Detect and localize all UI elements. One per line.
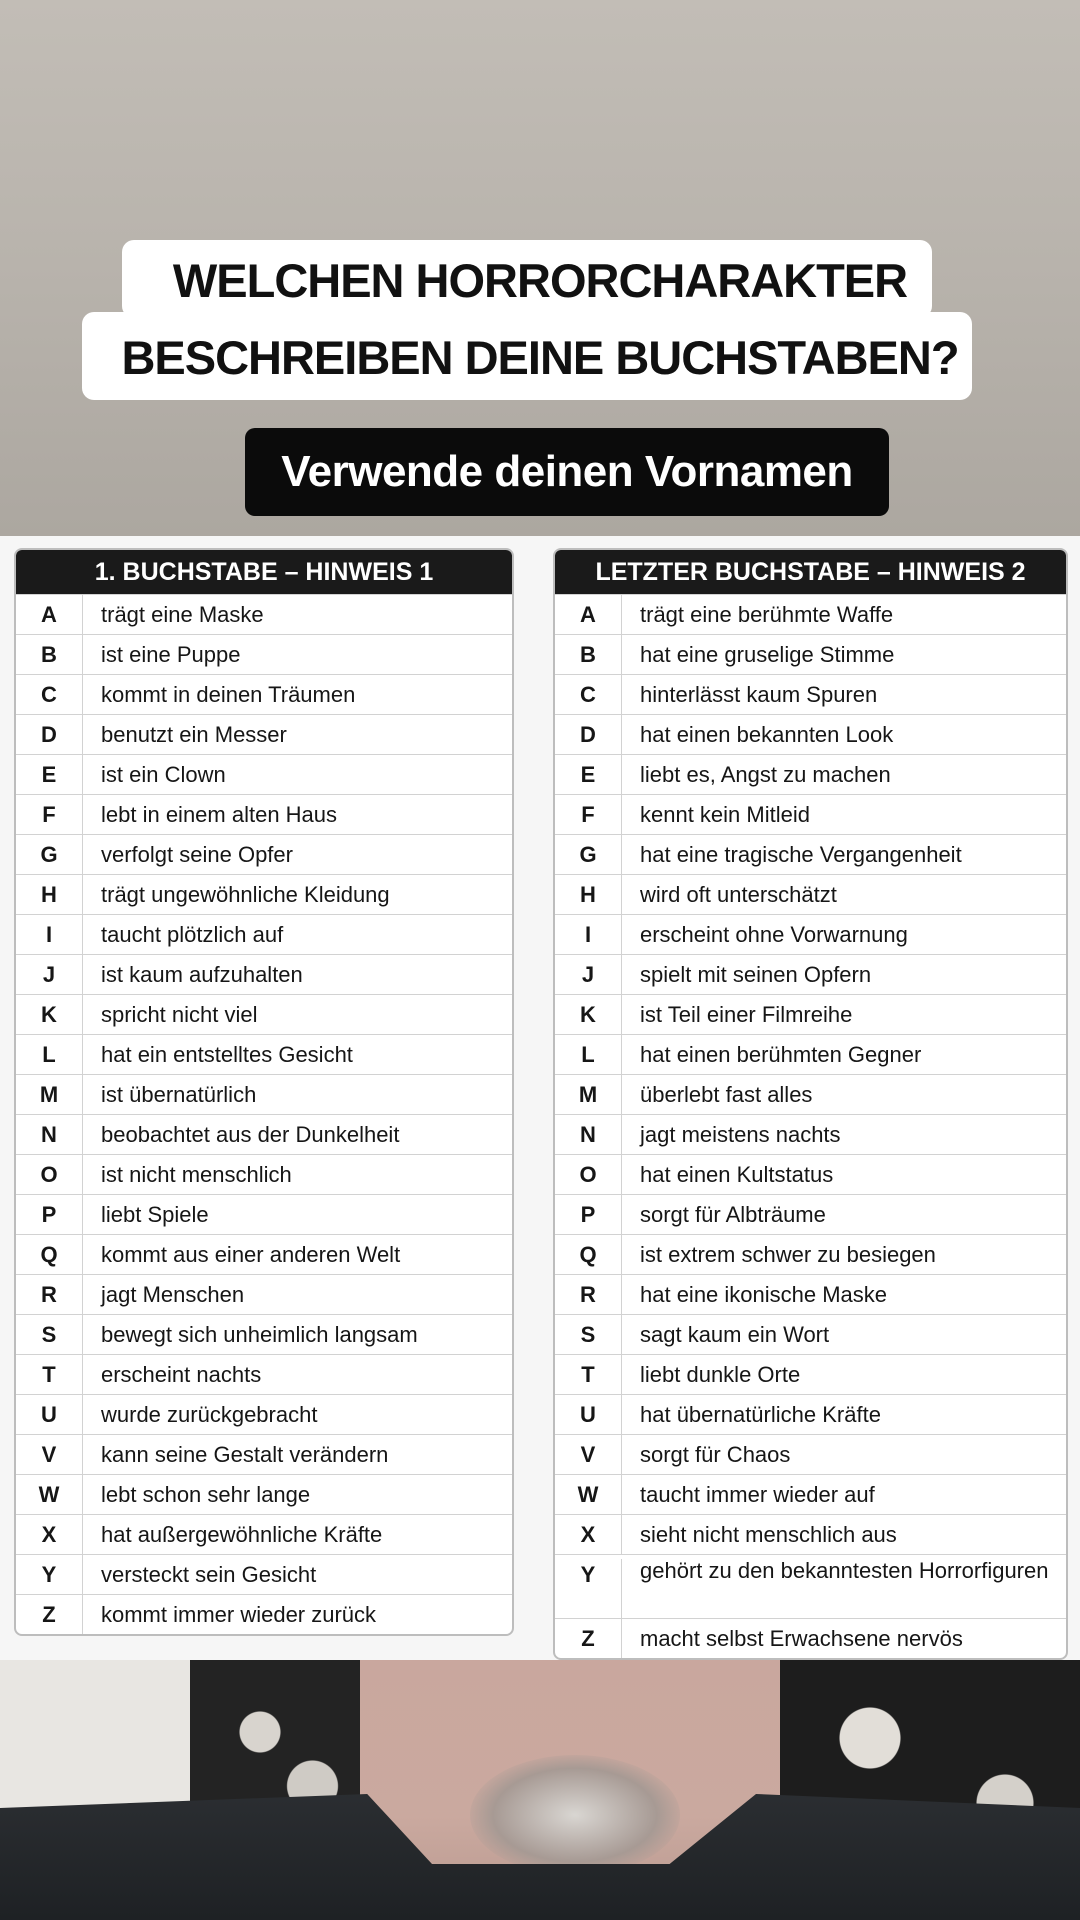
row-letter: Z [555, 1619, 622, 1658]
table-row [555, 874, 1066, 914]
table-row [555, 1234, 1066, 1274]
row-letter: Q [16, 1235, 83, 1274]
row-letter: K [16, 995, 83, 1034]
table-row [555, 674, 1066, 714]
row-hint: versteckt sein Gesicht [101, 1561, 317, 1587]
row-hint: überlebt fast alles [640, 1081, 813, 1107]
row-hint: jagt meistens nachts [640, 1121, 841, 1147]
table-row [16, 1474, 512, 1514]
table-row [16, 1274, 512, 1314]
table-row [555, 1314, 1066, 1354]
table-row [16, 674, 512, 714]
row-letter: P [555, 1195, 622, 1234]
table-row [555, 634, 1066, 674]
subtitle-text: Verwende deinen Vornamen [281, 447, 853, 496]
row-letter: J [555, 955, 622, 994]
row-hint: ist nicht menschlich [101, 1161, 292, 1187]
table-row [16, 1234, 512, 1274]
table-row [555, 994, 1066, 1034]
row-hint: kommt aus einer anderen Welt [101, 1241, 401, 1267]
row-letter: G [16, 835, 83, 874]
row-letter: V [555, 1435, 622, 1474]
row-hint: sieht nicht menschlich aus [640, 1521, 897, 1547]
first-letter-table [14, 548, 514, 1636]
table-row [16, 914, 512, 954]
row-letter: B [16, 635, 83, 674]
row-hint: ist Teil einer Filmreihe [640, 1001, 853, 1027]
table-row [16, 1154, 512, 1194]
table-row [555, 1114, 1066, 1154]
row-letter: C [16, 675, 83, 714]
row-letter: C [555, 675, 622, 714]
row-letter: I [16, 915, 83, 954]
row-letter: W [555, 1475, 622, 1514]
row-letter: A [555, 595, 622, 634]
row-letter: U [555, 1395, 622, 1434]
row-letter: O [555, 1155, 622, 1194]
table-row [16, 634, 512, 674]
row-hint: liebt Spiele [101, 1201, 209, 1227]
row-letter: L [555, 1035, 622, 1074]
row-hint: hat übernatürliche Kräfte [640, 1401, 881, 1427]
row-letter: E [555, 755, 622, 794]
row-hint: wurde zurückgebracht [101, 1401, 318, 1427]
row-letter: O [16, 1155, 83, 1194]
table-row [555, 1618, 1066, 1658]
row-hint: erscheint ohne Vorwarnung [640, 921, 908, 947]
table-row [16, 1194, 512, 1234]
table-row [16, 714, 512, 754]
row-letter: R [555, 1275, 622, 1314]
row-hint: hat außergewöhnliche Kräfte [101, 1521, 383, 1547]
row-hint: spricht nicht viel [101, 1001, 258, 1027]
row-hint: lebt schon sehr lange [101, 1481, 311, 1507]
last-letter-table-header: LETZTER BUCHSTABE – HINWEIS 2 [555, 550, 1066, 594]
row-letter: S [16, 1315, 83, 1354]
row-letter: B [555, 635, 622, 674]
row-hint: spielt mit seinen Opfern [640, 961, 872, 987]
row-hint: hat einen berühmten Gegner [640, 1041, 922, 1067]
table-row [555, 954, 1066, 994]
first-letter-table-header: 1. BUCHSTABE – HINWEIS 1 [16, 550, 512, 594]
table-row [555, 754, 1066, 794]
table-row [555, 1154, 1066, 1194]
row-hint: ist eine Puppe [101, 641, 241, 667]
table-row [16, 1114, 512, 1154]
row-hint: sagt kaum ein Wort [640, 1321, 830, 1347]
caption-line2: BESCHREIBEN DEINE BUCHSTABEN? [121, 331, 959, 384]
row-hint: liebt dunkle Orte [640, 1361, 801, 1387]
row-letter: F [16, 795, 83, 834]
video-feed [0, 1660, 1080, 1920]
row-letter: P [16, 1195, 83, 1234]
table-row [555, 1474, 1066, 1514]
row-letter: T [16, 1355, 83, 1394]
first-letter-table-rows [16, 594, 512, 1634]
row-hint: ist kaum aufzuhalten [101, 961, 303, 987]
row-hint: hinterlässt kaum Spuren [640, 681, 878, 707]
row-hint: lebt in einem alten Haus [101, 801, 338, 827]
row-letter: H [555, 875, 622, 914]
table-row [16, 1034, 512, 1074]
table-row [16, 1354, 512, 1394]
caption-line1: WELCHEN HORRORCHARAKTER [172, 254, 908, 307]
row-hint: sorgt für Chaos [640, 1441, 791, 1467]
table-row [16, 1434, 512, 1474]
table-row [555, 794, 1066, 834]
row-hint: ist extrem schwer zu besiegen [640, 1241, 936, 1267]
row-hint: benutzt ein Messer [101, 721, 287, 747]
row-letter: N [555, 1115, 622, 1154]
table-row [16, 1594, 512, 1634]
row-letter: Y [555, 1559, 622, 1621]
table-row [16, 794, 512, 834]
table-row [16, 874, 512, 914]
row-hint: hat einen Kultstatus [640, 1161, 834, 1187]
last-letter-table [553, 548, 1068, 1660]
row-letter: N [16, 1115, 83, 1154]
row-hint: ist übernatürlich [101, 1081, 257, 1107]
row-hint: kennt kein Mitleid [640, 801, 810, 827]
last-letter-table-rows [555, 594, 1066, 1658]
row-letter: G [555, 835, 622, 874]
row-hint: kommt immer wieder zurück [101, 1601, 377, 1627]
table-row [555, 1034, 1066, 1074]
row-hint: wird oft unterschätzt [640, 881, 837, 907]
table-row [16, 594, 512, 634]
row-letter: D [16, 715, 83, 754]
table-row [16, 1074, 512, 1114]
row-hint: taucht plötzlich auf [101, 921, 284, 947]
table-row [16, 1514, 512, 1554]
table-row [16, 994, 512, 1034]
row-letter: X [16, 1515, 83, 1554]
row-letter: J [16, 955, 83, 994]
row-letter: F [555, 795, 622, 834]
row-hint: hat eine gruselige Stimme [640, 641, 895, 667]
row-hint: verfolgt seine Opfer [101, 841, 293, 867]
table-row [16, 1554, 512, 1594]
table-row [555, 1514, 1066, 1554]
row-hint: sorgt für Albträume [640, 1201, 826, 1227]
row-hint: erscheint nachts [101, 1361, 262, 1387]
row-letter: A [16, 595, 83, 634]
row-letter: X [555, 1515, 622, 1554]
row-hint: kann seine Gestalt verändern [101, 1441, 389, 1467]
row-letter: Q [555, 1235, 622, 1274]
table-row [555, 1354, 1066, 1394]
table-row [555, 1394, 1066, 1434]
row-letter: W [16, 1475, 83, 1514]
row-hint: gehört zu den bekanntesten Horrorfiguren [640, 1558, 1049, 1583]
row-hint: trägt eine Maske [101, 601, 264, 627]
table-row [555, 714, 1066, 754]
beard [470, 1755, 680, 1875]
row-hint: kommt in deinen Träumen [101, 681, 356, 707]
table-row [16, 1314, 512, 1354]
table-row [555, 914, 1066, 954]
row-hint: bewegt sich unheimlich langsam [101, 1321, 418, 1347]
row-letter: I [555, 915, 622, 954]
row-letter: R [16, 1275, 83, 1314]
table-row [555, 1434, 1066, 1474]
table-row [16, 954, 512, 994]
row-hint: hat eine ikonische Maske [640, 1281, 888, 1307]
row-hint: beobachtet aus der Dunkelheit [101, 1121, 400, 1147]
table-row [555, 1274, 1066, 1314]
row-hint: macht selbst Erwachsene nervös [640, 1625, 963, 1651]
table-row [555, 834, 1066, 874]
subtitle-box [245, 428, 889, 516]
table-row [16, 834, 512, 874]
row-letter: V [16, 1435, 83, 1474]
row-hint: jagt Menschen [101, 1281, 245, 1307]
row-hint: trägt ungewöhnliche Kleidung [101, 881, 390, 907]
row-letter: U [16, 1395, 83, 1434]
row-hint: hat einen bekannten Look [640, 721, 894, 747]
row-letter: S [555, 1315, 622, 1354]
row-letter: E [16, 755, 83, 794]
row-letter: K [555, 995, 622, 1034]
row-hint: liebt es, Angst zu machen [640, 761, 891, 787]
table-row [16, 1394, 512, 1434]
table-row [555, 1554, 1066, 1618]
row-hint: taucht immer wieder auf [640, 1481, 875, 1507]
row-letter: Y [16, 1555, 83, 1594]
table-row [555, 1194, 1066, 1234]
row-letter: D [555, 715, 622, 754]
row-hint: trägt eine berühmte Waffe [640, 601, 894, 627]
row-letter: Z [16, 1595, 83, 1634]
table-row [555, 1074, 1066, 1114]
row-letter: H [16, 875, 83, 914]
row-letter: M [555, 1075, 622, 1114]
row-hint: ist ein Clown [101, 761, 226, 787]
row-letter: M [16, 1075, 83, 1114]
row-hint: hat ein entstelltes Gesicht [101, 1041, 353, 1067]
row-letter: T [555, 1355, 622, 1394]
row-hint: hat eine tragische Vergangenheit [640, 841, 962, 867]
table-row [555, 594, 1066, 634]
table-row [16, 754, 512, 794]
row-letter: L [16, 1035, 83, 1074]
